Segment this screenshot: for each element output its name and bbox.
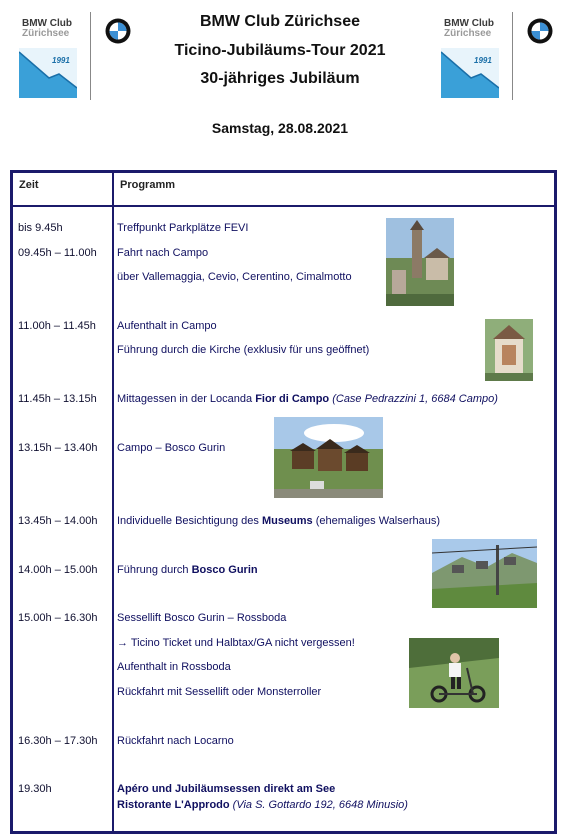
- row-program: Aufenthalt in Campo: [117, 320, 217, 332]
- row-program-note: → Ticino Ticket und Halbtax/GA nicht vergessen!: [117, 637, 355, 649]
- anniversary-title: 30-jähriges Jubiläum: [200, 70, 360, 87]
- bosco-gurin-village-photo: [274, 417, 383, 498]
- logo-year: 1991: [52, 56, 70, 65]
- bmw-roundel-icon: [105, 18, 131, 44]
- monsterroller-photo: [409, 638, 499, 708]
- lake-emblem-icon: [19, 48, 77, 98]
- logo-city-text: Zürichsee: [22, 28, 70, 39]
- event-date: Samstag, 28.08.2021: [211, 120, 349, 136]
- logo-divider: [90, 12, 91, 100]
- row-time: 19.30h: [18, 783, 52, 795]
- text: (ehemaliges Walserhaus): [312, 515, 441, 527]
- venue-name: Ristorante L'Approdo: [117, 799, 230, 811]
- column-header-program: Programm: [120, 179, 176, 191]
- row-program: [117, 799, 408, 812]
- chairlift-photo: [432, 539, 537, 608]
- row-program: Treffpunkt Parkplätze FEVI: [117, 222, 249, 234]
- tour-title: Ticino-Jubiläums-Tour 2021: [174, 42, 386, 59]
- text: Führung durch: [117, 564, 192, 576]
- row-program: Apéro und Jubiläumsessen direkt am See: [117, 783, 336, 795]
- row-time: 15.00h – 16.30h: [18, 612, 98, 624]
- row-program: Sessellift Bosco Gurin – Rossboda: [117, 612, 287, 624]
- row-time: 13.45h – 14.00h: [18, 515, 98, 527]
- venue-address: (Case Pedrazzini 1, 6684 Campo): [329, 393, 498, 405]
- row-program: Führung durch die Kirche (exklusiv für uns geöffnet): [117, 344, 370, 356]
- row-time: bis 9.45h: [18, 222, 63, 234]
- row-program: [117, 515, 440, 528]
- text: Individuelle Besichtigung des: [117, 515, 262, 527]
- logo-club-text: BMW Club: [444, 18, 494, 29]
- text: Mittagessen in der Locanda: [117, 393, 256, 405]
- row-program: Campo – Bosco Gurin: [117, 442, 226, 454]
- church-tower-photo: [386, 218, 454, 306]
- row-time: 11.00h – 11.45h: [18, 320, 96, 332]
- column-divider: [112, 173, 114, 831]
- club-title: BMW Club Zürichsee: [199, 13, 360, 30]
- logo-divider: [512, 12, 513, 100]
- row-time: 11.45h – 13.15h: [18, 393, 97, 405]
- row-program: Rückfahrt mit Sessellift oder Monsterroller: [117, 686, 322, 698]
- row-time: 14.00h – 15.00h: [18, 564, 98, 576]
- bmw-roundel-icon: [527, 18, 553, 44]
- column-header-time: Zeit: [19, 179, 39, 191]
- row-time: 16.30h – 17.30h: [18, 735, 98, 747]
- row-time: 09.45h – 11.00h: [18, 247, 97, 259]
- row-program: über Vallemaggia, Cevio, Cerentino, Cimalmotto: [117, 271, 352, 283]
- lake-emblem-icon: [441, 48, 499, 98]
- row-program: Rückfahrt nach Locarno: [117, 735, 234, 747]
- club-logo-left: [11, 12, 129, 100]
- row-time: 13.15h – 13.40h: [18, 442, 98, 454]
- highlight: Museums: [261, 515, 313, 527]
- row-program: Aufenthalt in Rossboda: [117, 661, 231, 673]
- chapel-photo: [485, 319, 533, 381]
- highlight: Bosco Gurin: [191, 564, 258, 576]
- row-program: [117, 393, 498, 406]
- venue-address: (Via S. Gottardo 192, 6648 Minusio): [229, 799, 408, 811]
- logo-club-text: BMW Club: [22, 18, 72, 29]
- logo-year: 1991: [474, 56, 492, 65]
- header-divider: [13, 205, 554, 207]
- row-program: [117, 564, 258, 577]
- row-program: Fahrt nach Campo: [117, 247, 209, 259]
- club-logo-right: [433, 12, 551, 100]
- venue-name: Fior di Campo: [255, 393, 330, 405]
- logo-city-text: Zürichsee: [444, 28, 492, 39]
